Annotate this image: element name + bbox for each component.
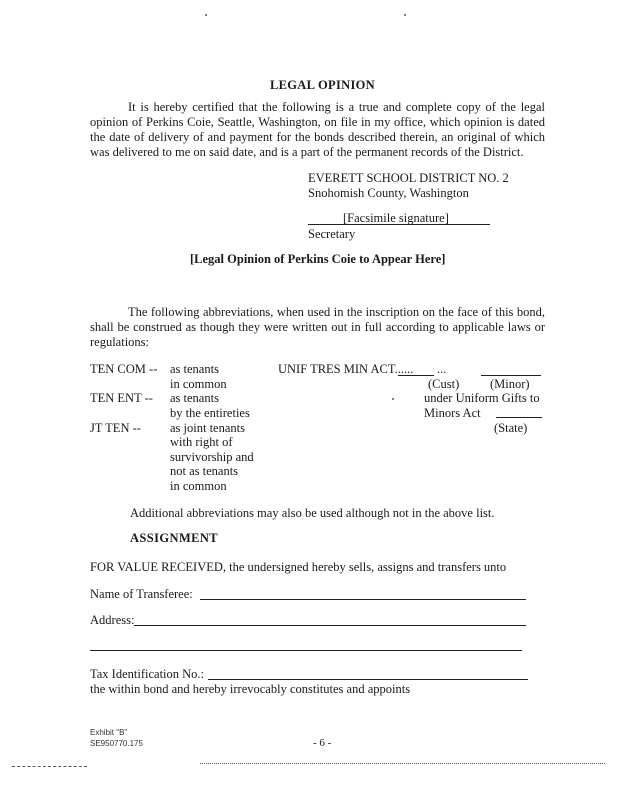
abbreviations-intro: [90, 305, 545, 350]
address-label: Address:: [90, 613, 135, 627]
state-label: (State): [494, 421, 528, 435]
scan-edge-artifact: [12, 766, 87, 767]
for-value-received: FOR VALUE RECEIVED, the undersigned hereby sells, assigns and transfers unto: [90, 560, 507, 574]
abbrev-def-line: as joint tenants: [170, 421, 245, 435]
facsimile-signature: [Facsimile signature]: [343, 211, 449, 225]
abbrev-def-line: in common: [170, 479, 227, 493]
address-field[interactable]: [134, 625, 526, 626]
cust-label: (Cust): [428, 377, 460, 391]
minor-blank[interactable]: [481, 375, 541, 376]
tax-id-field[interactable]: [208, 679, 528, 680]
minor-label: (Minor): [490, 377, 530, 391]
abbrev-def-line: not as tenants: [170, 464, 239, 478]
page-number: - 6 -: [313, 737, 332, 749]
abbrev-def-line: by the entireties: [170, 406, 250, 420]
abbreviations-intro-text: The following abbreviations, when used in the inscription on the face of this bond, shall be construed as though they were written out in full according to applicable laws or regulations:: [90, 305, 545, 349]
abbrev-code-ten-ent: TEN ENT --: [90, 391, 153, 405]
address-field-line-2[interactable]: [90, 650, 522, 651]
abbrev-def-line: as tenants: [170, 362, 219, 376]
unif-act-label: UNIF TRES MIN ACT......: [278, 362, 414, 376]
abbrev-def-line: with right of: [170, 435, 233, 449]
transferee-label: Name of Transferee:: [90, 587, 193, 601]
tax-id-label: Tax Identification No.:: [90, 667, 205, 681]
page-title: LEGAL OPINION: [270, 78, 375, 92]
abbrev-code-jt-ten: JT TEN --: [90, 421, 141, 435]
signer-title: Secretary: [308, 227, 356, 241]
transferee-field[interactable]: [200, 599, 526, 600]
footer-exhibit: Exhibit "B": [90, 728, 128, 737]
scan-speck: [404, 14, 406, 16]
uniform-gifts-text: under Uniform Gifts to: [424, 391, 540, 405]
opinion-placeholder: [Legal Opinion of Perkins Coie to Appear Here]: [190, 252, 446, 266]
abbrev-def-line: survivorship and: [170, 450, 254, 464]
certification-paragraph: [90, 100, 545, 160]
scan-speck: [205, 14, 207, 16]
district-county: Snohomish County, Washington: [308, 186, 469, 200]
abbrev-def-line: as tenants: [170, 391, 219, 405]
minors-act-text: Minors Act: [424, 406, 481, 420]
custodian-blank[interactable]: [398, 375, 434, 376]
assignment-heading: ASSIGNMENT: [130, 531, 219, 545]
closing-line: the within bond and hereby irrevocably constitutes and appoints: [90, 682, 411, 696]
scan-edge-artifact: [200, 763, 605, 764]
abbrev-def-line: in common: [170, 377, 227, 391]
state-blank[interactable]: [496, 417, 542, 418]
footer-code: SE950770.175: [90, 739, 143, 748]
certification-text: It is hereby certified that the following is a true and complete copy of the legal opinion of Perkins Coie, Seattle, Washington, on file in my office, which opinion is dated the date of delivery of and payment for the bonds described therein, an original of which was delivered to me on said date, and is a part of the permanent records of the District.: [90, 100, 545, 159]
district-name: EVERETT SCHOOL DISTRICT NO. 2: [308, 171, 509, 185]
additional-note: Additional abbreviations may also be used although not in the above list.: [130, 506, 495, 520]
abbrev-code-ten-com: TEN COM --: [90, 362, 158, 376]
scan-speck: [392, 398, 394, 400]
unif-ellipsis: ...: [437, 362, 447, 376]
